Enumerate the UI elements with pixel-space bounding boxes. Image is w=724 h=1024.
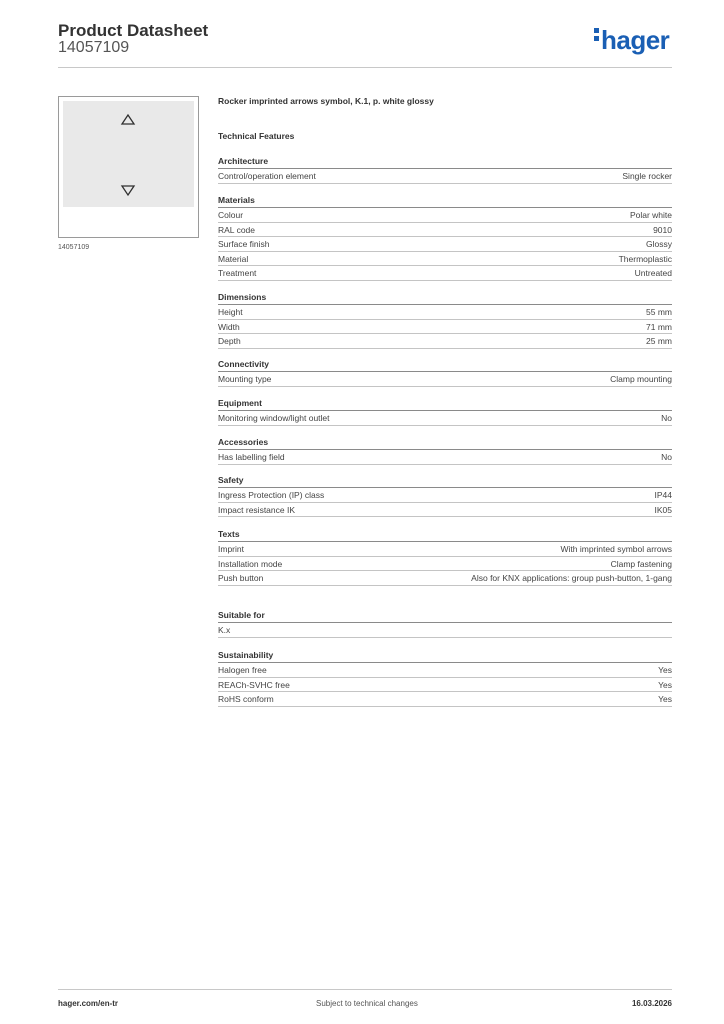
spec-row [218, 208, 672, 223]
arrow-down-triangle-icon [122, 186, 134, 195]
spec-row [218, 169, 672, 184]
section-dimensions [218, 291, 672, 349]
section-title: Dimensions [218, 291, 672, 305]
section-accessories [218, 436, 672, 465]
section-title: Suitable for [218, 609, 672, 623]
spec-label: Width [218, 321, 240, 332]
section-title: Connectivity [218, 358, 672, 372]
spec-row [218, 334, 672, 349]
spec-value: Also for KNX applications: group push-button, 1-gang [471, 573, 672, 583]
spec-label: Halogen free [218, 665, 267, 675]
spec-row [218, 557, 672, 572]
spec-value: IK05 [654, 504, 672, 515]
spec-value: With imprinted symbol arrows [560, 544, 672, 554]
spec-label: Depth [218, 336, 241, 346]
spec-value: No [661, 452, 672, 462]
spec-row [218, 266, 672, 281]
page-title: Product Datasheet [58, 21, 209, 40]
product-description: Rocker imprinted arrows symbol, K.1, p. white glossy [218, 96, 434, 106]
features-heading: Technical Features [218, 131, 295, 141]
spec-label: Impact resistance IK [218, 504, 296, 515]
section-title: Accessories [218, 436, 672, 450]
rocker-symbols [63, 101, 194, 207]
spec-label: Has labelling field [218, 452, 285, 462]
spec-value: 25 mm [646, 336, 672, 346]
spec-row [218, 571, 672, 586]
spec-value: Thermoplastic [618, 253, 672, 264]
spec-row [218, 411, 672, 426]
footer-url: hager.com/en-tr [58, 999, 119, 1008]
spec-label: Monitoring window/light outlet [218, 413, 330, 423]
spec-label: Colour [218, 210, 244, 220]
spec-row [218, 623, 672, 638]
footer-divider [58, 989, 672, 990]
spec-value: Yes [658, 665, 672, 675]
spec-value: 55 mm [646, 307, 672, 317]
arrow-up-triangle-icon [122, 115, 134, 124]
section-suitable-for [218, 609, 672, 638]
spec-label: RAL code [218, 224, 256, 235]
section-equipment [218, 397, 672, 426]
spec-value: IP44 [654, 490, 672, 500]
spec-row [218, 252, 672, 267]
section-title: Materials [218, 194, 672, 208]
spec-row [218, 305, 672, 320]
section-materials [218, 194, 672, 281]
product-image [58, 96, 199, 238]
spec-value: Clamp fastening [610, 558, 672, 569]
section-title: Equipment [218, 397, 672, 411]
brand-logo [594, 27, 669, 53]
spec-row [218, 237, 672, 252]
spec-label: REACh-SVHC free [218, 679, 290, 690]
spec-value: Single rocker [622, 171, 672, 181]
spec-label: K.x [218, 625, 231, 635]
spec-value: 71 mm [646, 321, 672, 332]
logo-dots-icon [594, 28, 599, 44]
spec-value: Yes [658, 694, 672, 704]
spec-label: Material [218, 253, 249, 264]
spec-label: Height [218, 307, 243, 317]
spec-label: Installation mode [218, 558, 283, 569]
spec-value: 9010 [653, 224, 672, 235]
section-texts [218, 528, 672, 586]
footer-date: 16.03.2026 [631, 999, 672, 1008]
section-title: Architecture [218, 155, 672, 169]
spec-value: Glossy [646, 239, 672, 249]
section-title: Safety [218, 474, 672, 488]
spec-value: Untreated [634, 268, 672, 278]
spec-label: Push button [218, 573, 264, 583]
spec-label: Surface finish [218, 239, 270, 249]
section-architecture [218, 155, 672, 184]
logo-text: hager [601, 25, 670, 55]
spec-label: Treatment [218, 268, 257, 278]
spec-row [218, 320, 672, 335]
footer-notice: Subject to technical changes [316, 999, 418, 1008]
header-divider [58, 67, 672, 68]
section-safety [218, 474, 672, 517]
spec-label: RoHS conform [218, 694, 274, 704]
spec-row [218, 503, 672, 518]
spec-value: Yes [658, 679, 672, 690]
spec-row [218, 663, 672, 678]
spec-label: Mounting type [218, 374, 272, 384]
section-title: Sustainability [218, 649, 672, 663]
spec-row [218, 692, 672, 707]
section-sustainability [218, 649, 672, 707]
spec-row [218, 450, 672, 465]
spec-row [218, 223, 672, 238]
spec-row [218, 542, 672, 557]
spec-label: Ingress Protection (IP) class [218, 490, 325, 500]
spec-value: Polar white [629, 210, 672, 220]
spec-row [218, 488, 672, 503]
spec-value: Clamp mounting [610, 374, 672, 384]
spec-label: Control/operation element [218, 171, 316, 181]
section-connectivity [218, 358, 672, 387]
product-code: 14057109 [58, 39, 130, 56]
section-title: Texts [218, 528, 672, 542]
image-caption: 14057109 [58, 244, 90, 251]
rocker-face [63, 101, 194, 207]
spec-row [218, 372, 672, 387]
spec-row [218, 678, 672, 693]
spec-label: Imprint [218, 544, 244, 554]
spec-value: No [661, 413, 672, 423]
